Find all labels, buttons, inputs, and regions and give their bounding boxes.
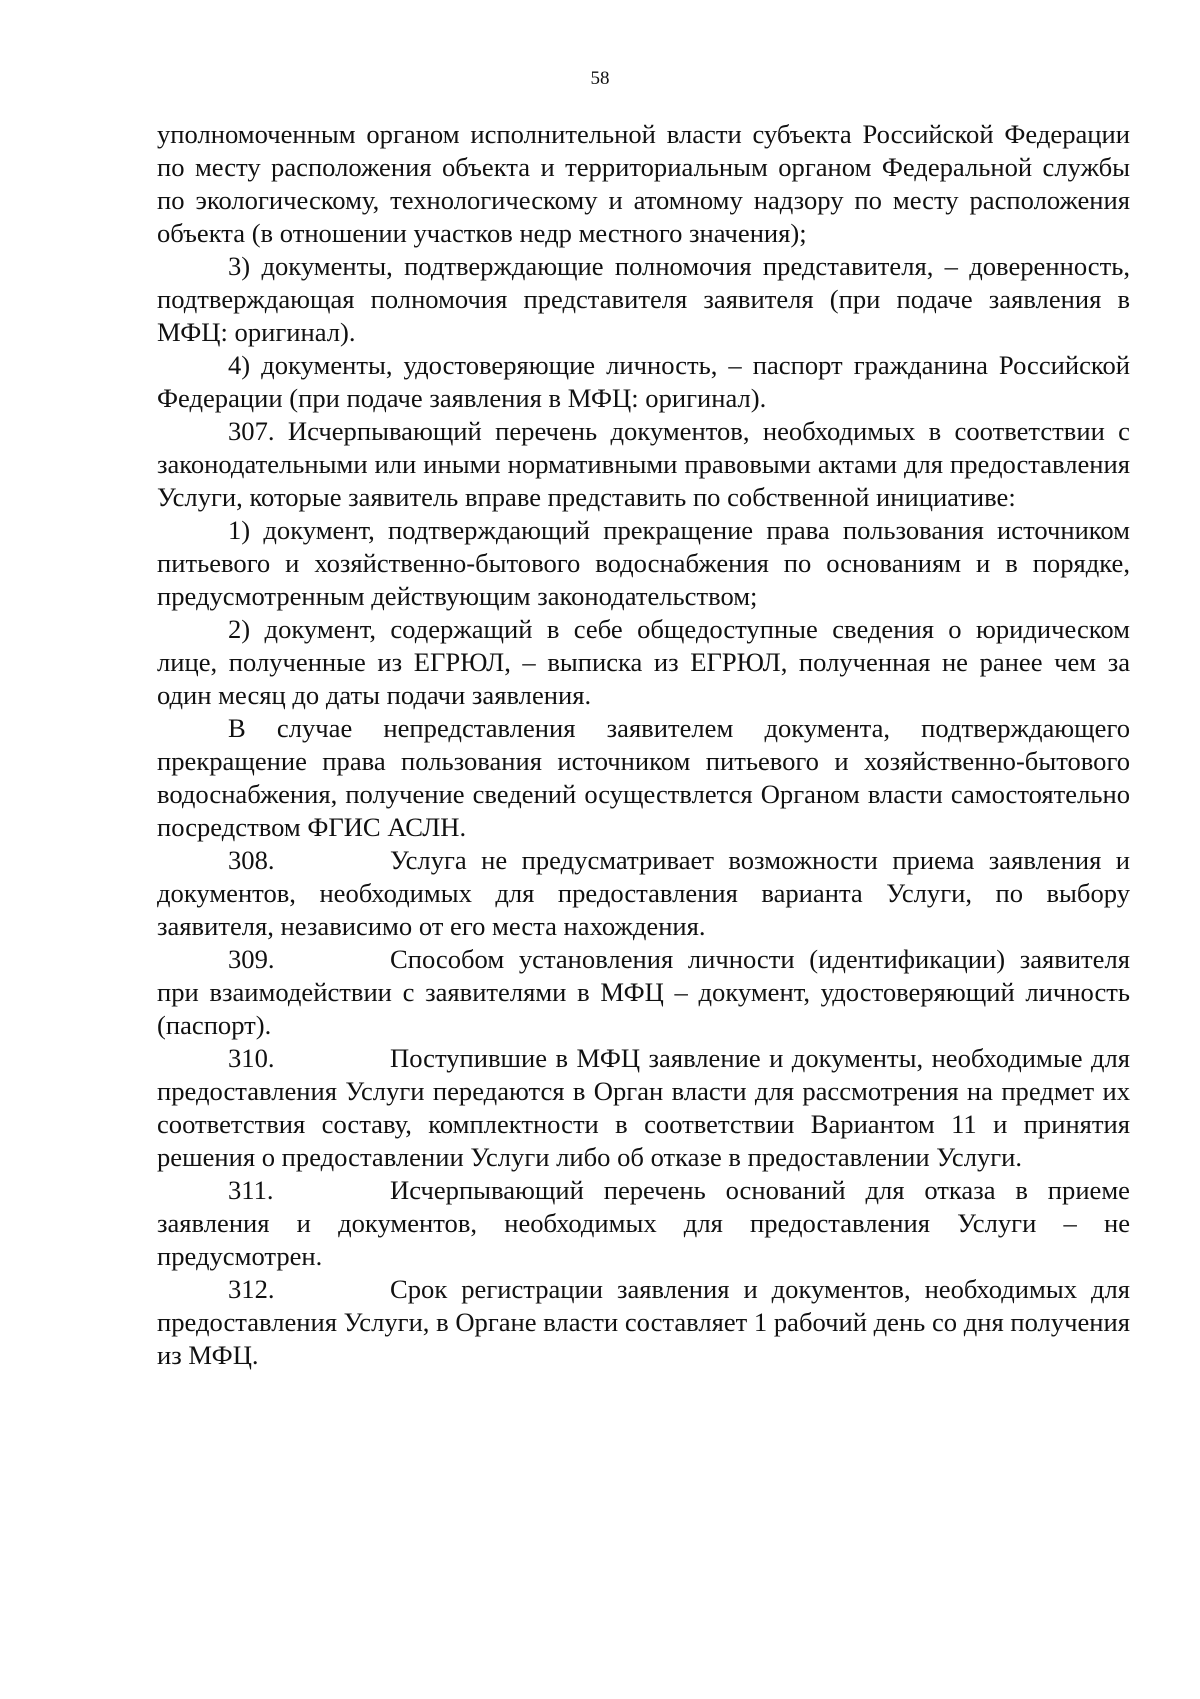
section-number: 310. (228, 1043, 275, 1073)
paragraph-309 (157, 943, 1130, 1042)
section-number: 309. (228, 944, 275, 974)
section-number: 311. (228, 1175, 274, 1205)
section-text: Поступившие в МФЦ заявление и документы, необходимые для предоставления Услуги передаются в Орган власти для рассмотрения на предмет их соответствия составу, комплектности в соответствии Вариантом 11 и принятия решения о предоставлении Услуги либо об отказе в предоставлении Услуги. (157, 1043, 1130, 1172)
paragraph-307: 307. Исчерпывающий перечень документов, необходимых в соответствии с законодательными или иными нормативными правовыми актами для предоставления Услуги, которые заявитель вправе представить по собственной инициативе: (157, 416, 1130, 512)
section-text: Услуга не предусматривает возможности приема заявления и документов, необходимых для предоставления варианта Услуги, по выбору заявителя, независимо от его места нахождения. (157, 845, 1130, 941)
paragraph-continuation: уполномоченным органом исполнительной власти субъекта Российской Федерации по месту расположения объекта и территориальным органом Федеральной службы по экологическому, технологическому и атомному надзору по месту расположения объекта (в отношении участков недр местного значения); (157, 119, 1130, 248)
section-number: 312. (228, 1274, 275, 1304)
paragraph-310 (157, 1042, 1130, 1174)
paragraph-item-3: 3) документы, подтверждающие полномочия представителя, – доверенность, подтверждающая полномочия представителя заявителя (при подаче заявления в МФЦ: оригинал). (157, 251, 1130, 347)
paragraph-item-1: 1) документ, подтверждающий прекращение права пользования источником питьевого и хозяйственно-бытового водоснабжения по основаниям и в порядке, предусмотренным действующим законодательством; (157, 515, 1130, 611)
section-text: Срок регистрации заявления и документов, необходимых для предоставления Услуги, в Органе власти составляет 1 рабочий день со дня получения из МФЦ. (157, 1274, 1130, 1370)
paragraph-308 (157, 844, 1130, 943)
section-text: Исчерпывающий перечень оснований для отказа в приеме заявления и документов, необходимых для предоставления Услуги – не предусмотрен. (157, 1175, 1130, 1271)
document-body (157, 118, 1130, 1372)
paragraph-item-2: 2) документ, содержащий в себе общедоступные сведения о юридическом лице, полученные из ЕГРЮЛ, – выписка из ЕГРЮЛ, полученная не ранее чем за один месяц до даты подачи заявления. (157, 614, 1130, 710)
paragraph-item-4: 4) документы, удостоверяющие личность, – паспорт гражданина Российской Федерации (при подаче заявления в МФЦ: оригинал). (157, 350, 1130, 413)
paragraph-312 (157, 1273, 1130, 1372)
paragraph-311 (157, 1174, 1130, 1273)
paragraph-note: В случае непредставления заявителем документа, подтверждающего прекращение права пользования источником питьевого и хозяйственно-бытового водоснабжения, получение сведений осуществлется Органом власти самостоятельно посредством ФГИС АСЛН. (157, 713, 1130, 842)
section-number: 308. (228, 845, 275, 875)
page-number: 58 (590, 68, 610, 89)
section-text: Способом установления личности (идентификации) заявителя при взаимодействии с заявителями в МФЦ – документ, удостоверяющий личность (паспорт). (157, 944, 1130, 1040)
